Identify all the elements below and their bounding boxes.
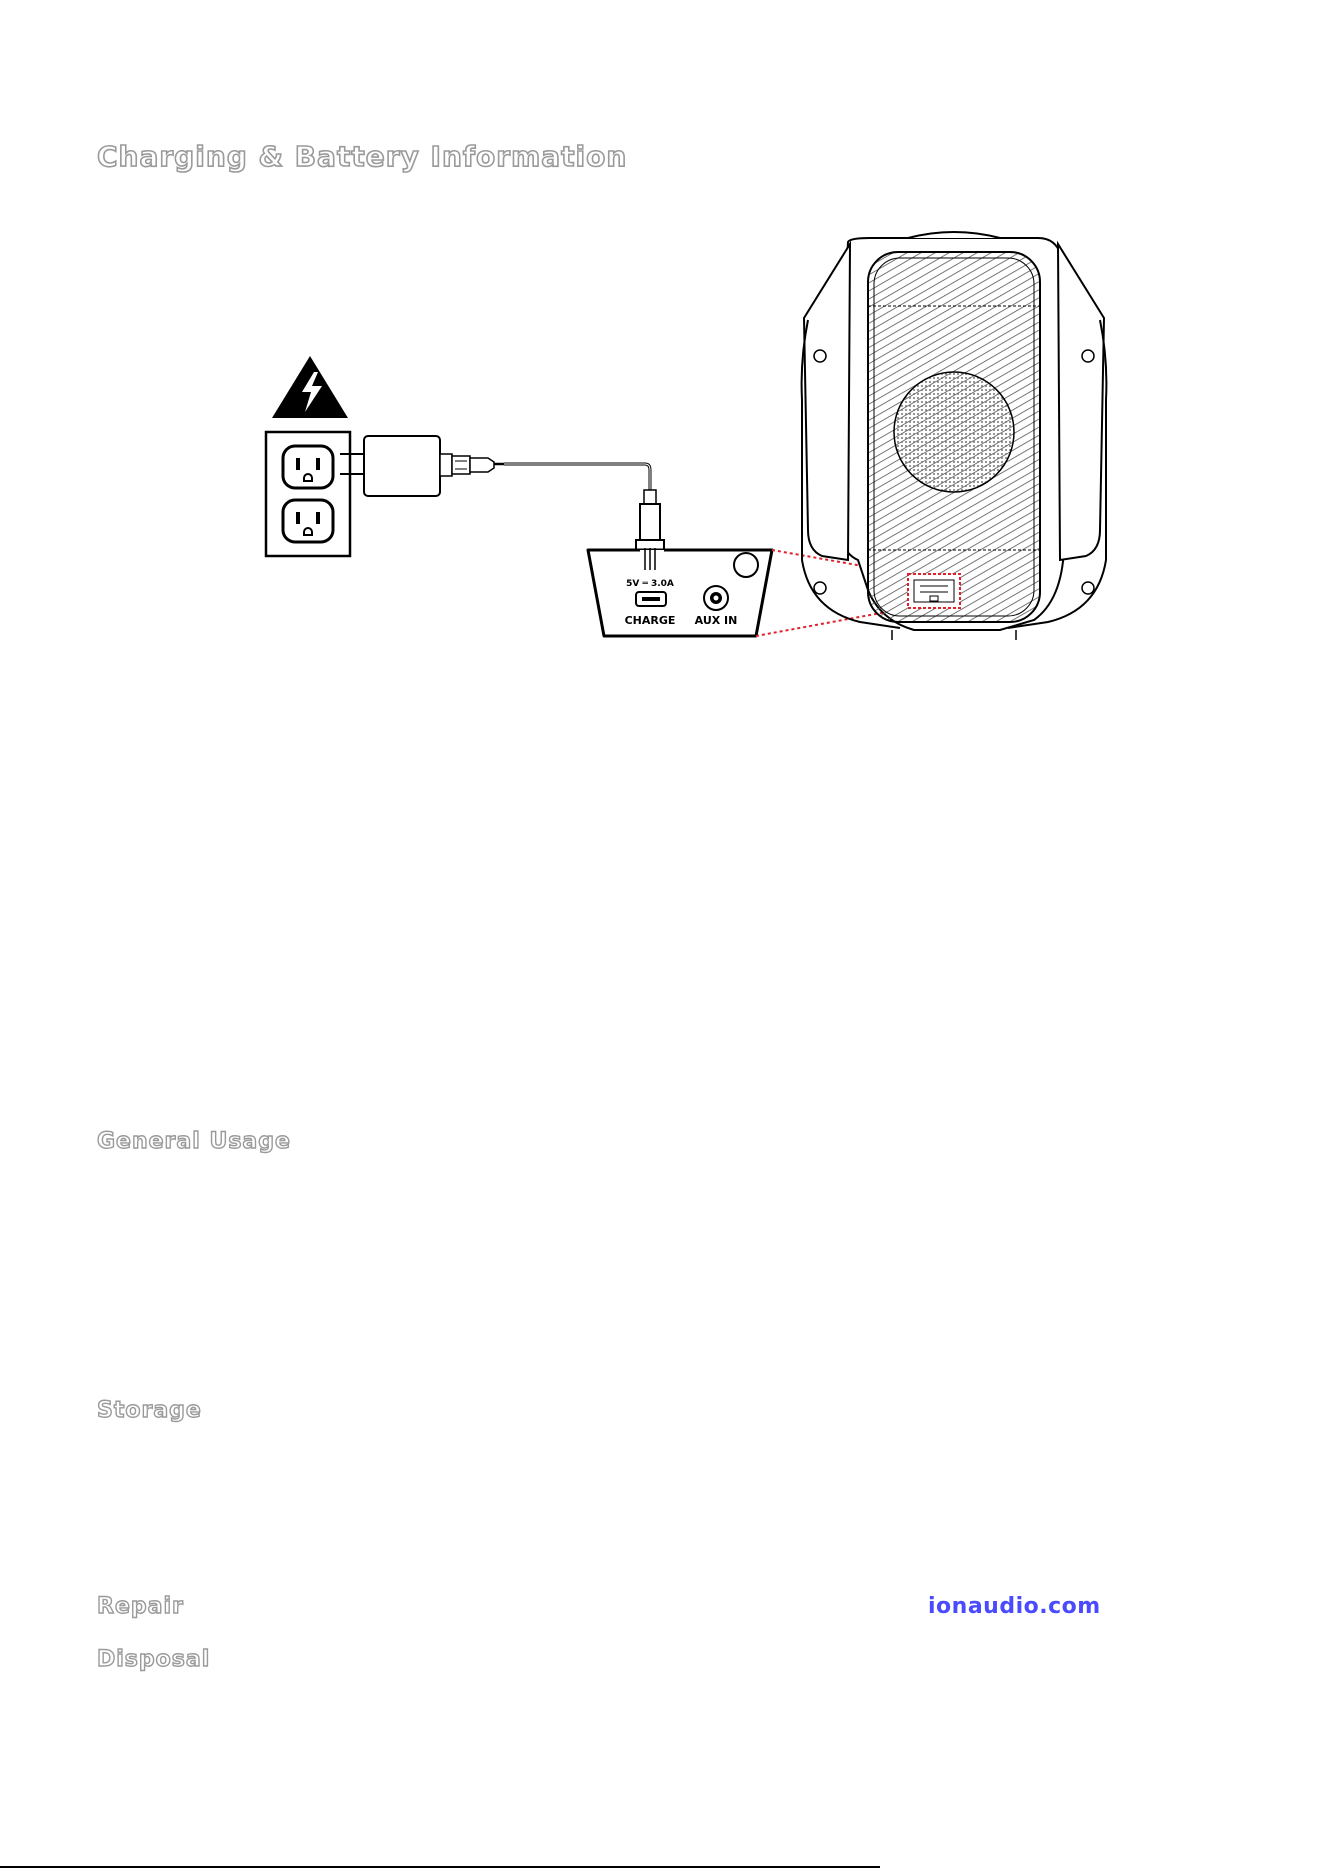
- disposal-heading: Disposal: [97, 1647, 211, 1672]
- aux-in-port-label: AUX IN: [694, 614, 738, 627]
- port-rating-label: 5V ═ 3.0A: [626, 579, 674, 589]
- wall-outlet-icon: [266, 432, 350, 556]
- page-title: Charging & Battery Information: [97, 140, 628, 173]
- high-voltage-warning-icon: [272, 356, 348, 418]
- speaker-illustration: [802, 232, 1107, 640]
- port-panel-detail: [588, 550, 772, 636]
- usb-power-adapter-icon: [340, 436, 504, 496]
- charging-diagram: [0, 0, 1324, 660]
- charge-port-label: CHARGE: [624, 614, 676, 627]
- general-usage-heading: General Usage: [97, 1129, 291, 1154]
- footer-rule: [0, 1866, 880, 1868]
- charging-cable: [504, 464, 650, 490]
- storage-heading: Storage: [97, 1398, 202, 1423]
- ionaudio-link[interactable]: ionaudio.com: [928, 1594, 1101, 1619]
- repair-heading: Repair: [97, 1594, 184, 1619]
